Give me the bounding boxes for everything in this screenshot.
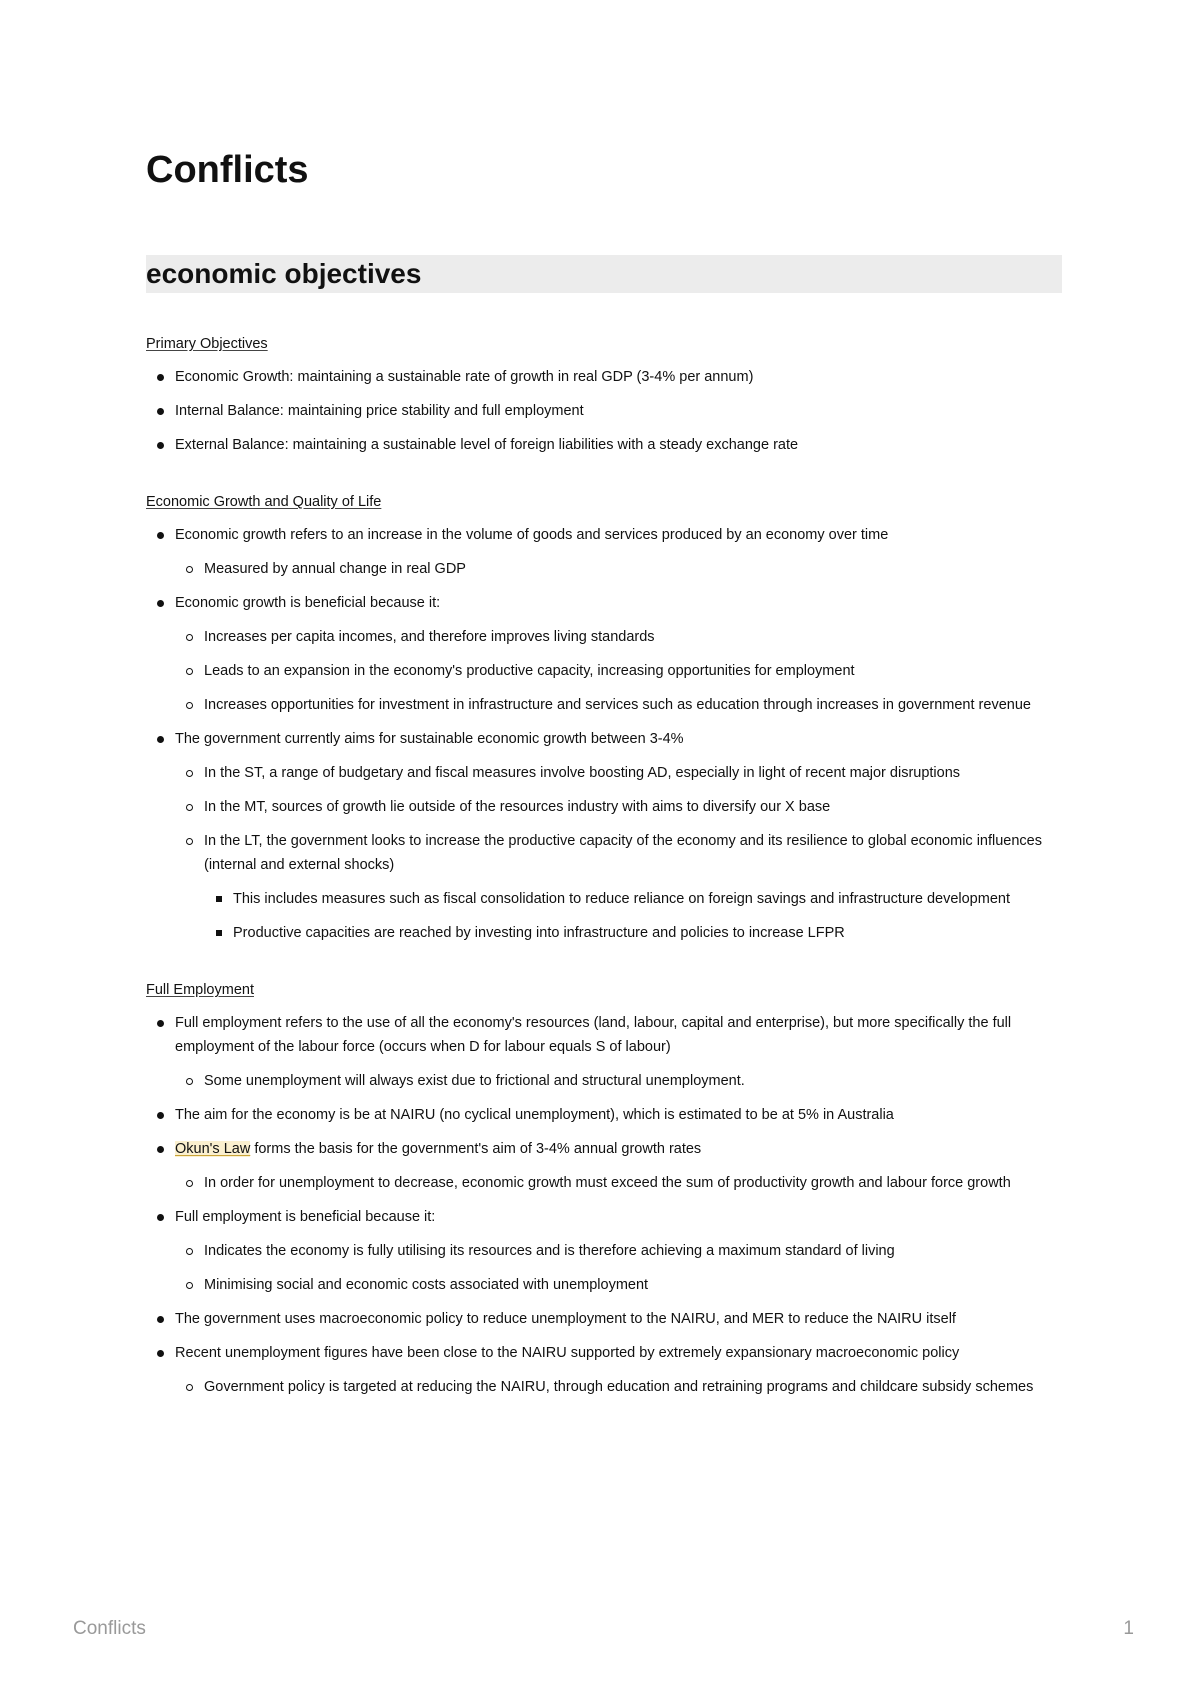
list-item: In the LT, the government looks to increase the productive capacity of the economy and its resilience to global economic influences (internal and external shocks) [146, 829, 1062, 877]
list-item: Internal Balance: maintaining price stability and full employment [146, 399, 1062, 423]
hollow-bullet-icon [186, 1078, 193, 1085]
bullet-icon [157, 532, 164, 539]
list-item: Okun's Law forms the basis for the government's aim of 3-4% annual growth rates [146, 1137, 1062, 1161]
hollow-bullet-icon [186, 702, 193, 709]
bullet-icon [157, 442, 164, 449]
list-item: In order for unemployment to decrease, economic growth must exceed the sum of productivity growth and labour force growth [146, 1171, 1062, 1195]
list-item: In the MT, sources of growth lie outside of the resources industry with aims to diversify our X base [146, 795, 1062, 819]
full-employment-list [146, 1011, 1062, 1399]
square-bullet-icon [216, 930, 222, 936]
hollow-bullet-icon [186, 566, 193, 573]
bullet-icon [157, 408, 164, 415]
list-item: Measured by annual change in real GDP [146, 557, 1062, 581]
list-item: Increases opportunities for investment in infrastructure and services such as education through increases in government revenue [146, 693, 1062, 717]
page-title: Conflicts [146, 149, 309, 191]
subsection-full-employment: Full Employment [146, 982, 254, 998]
economic-growth-list [146, 523, 1062, 945]
bullet-icon [157, 1214, 164, 1221]
bullet-icon [157, 1020, 164, 1027]
list-item: The government uses macroeconomic policy to reduce unemployment to the NAIRU, and MER to reduce the NAIRU itself [146, 1307, 1062, 1331]
list-item: Full employment is beneficial because it: [146, 1205, 1062, 1229]
list-item: Full employment refers to the use of all the economy's resources (land, labour, capital and enterprise), but more specifically the full employment of the labour force (occurs when D for labour equals S of labour) [146, 1011, 1062, 1059]
list-item: Minimising social and economic costs associated with unemployment [146, 1273, 1062, 1297]
subsection-economic-growth: Economic Growth and Quality of Life [146, 494, 382, 510]
square-bullet-icon [216, 896, 222, 902]
list-item: The aim for the economy is be at NAIRU (no cyclical unemployment), which is estimated to be at 5% in Australia [146, 1103, 1062, 1127]
subsection-primary-objectives: Primary Objectives [146, 336, 268, 352]
list-item: Some unemployment will always exist due to frictional and structural unemployment. [146, 1069, 1062, 1093]
hollow-bullet-icon [186, 1384, 193, 1391]
list-item: Leads to an expansion in the economy's productive capacity, increasing opportunities for employment [146, 659, 1062, 683]
bullet-icon [157, 1316, 164, 1323]
list-item: Increases per capita incomes, and therefore improves living standards [146, 625, 1062, 649]
list-item: Productive capacities are reached by investing into infrastructure and policies to increase LFPR [146, 921, 1062, 945]
hollow-bullet-icon [186, 838, 193, 845]
bullet-icon [157, 1350, 164, 1357]
hollow-bullet-icon [186, 1180, 193, 1187]
bullet-icon [157, 736, 164, 743]
list-item: Economic growth is beneficial because it: [146, 591, 1062, 615]
bullet-icon [157, 600, 164, 607]
footer-page-number: 1 [1123, 1618, 1134, 1639]
hollow-bullet-icon [186, 1282, 193, 1289]
list-item: Economic Growth: maintaining a sustainable rate of growth in real GDP (3-4% per annum) [146, 365, 1062, 389]
list-item: In the ST, a range of budgetary and fiscal measures involve boosting AD, especially in light of recent major disruptions [146, 761, 1062, 785]
list-item: Government policy is targeted at reducing the NAIRU, through education and retraining programs and childcare subsidy schemes [146, 1375, 1062, 1399]
document-page [146, 140, 1062, 1399]
bullet-icon [157, 1112, 164, 1119]
list-item: Indicates the economy is fully utilising its resources and is therefore achieving a maximum standard of living [146, 1239, 1062, 1263]
primary-objectives-list [146, 365, 1062, 457]
list-item: The government currently aims for sustainable economic growth between 3-4% [146, 727, 1062, 751]
list-item: Economic growth refers to an increase in the volume of goods and services produced by an economy over time [146, 523, 1062, 547]
hollow-bullet-icon [186, 668, 193, 675]
section-heading: economic objectives [146, 255, 1062, 293]
list-item: Recent unemployment figures have been close to the NAIRU supported by extremely expansionary macroeconomic policy [146, 1341, 1062, 1365]
list-item: This includes measures such as fiscal consolidation to reduce reliance on foreign savings and infrastructure development [146, 887, 1062, 911]
footer-title: Conflicts [73, 1618, 146, 1639]
hollow-bullet-icon [186, 1248, 193, 1255]
list-item: External Balance: maintaining a sustainable level of foreign liabilities with a steady exchange rate [146, 433, 1062, 457]
okuns-law-link[interactable]: Okun's Law [175, 1141, 251, 1157]
hollow-bullet-icon [186, 634, 193, 641]
hollow-bullet-icon [186, 804, 193, 811]
hollow-bullet-icon [186, 770, 193, 777]
bullet-icon [157, 374, 164, 381]
bullet-icon [157, 1146, 164, 1153]
